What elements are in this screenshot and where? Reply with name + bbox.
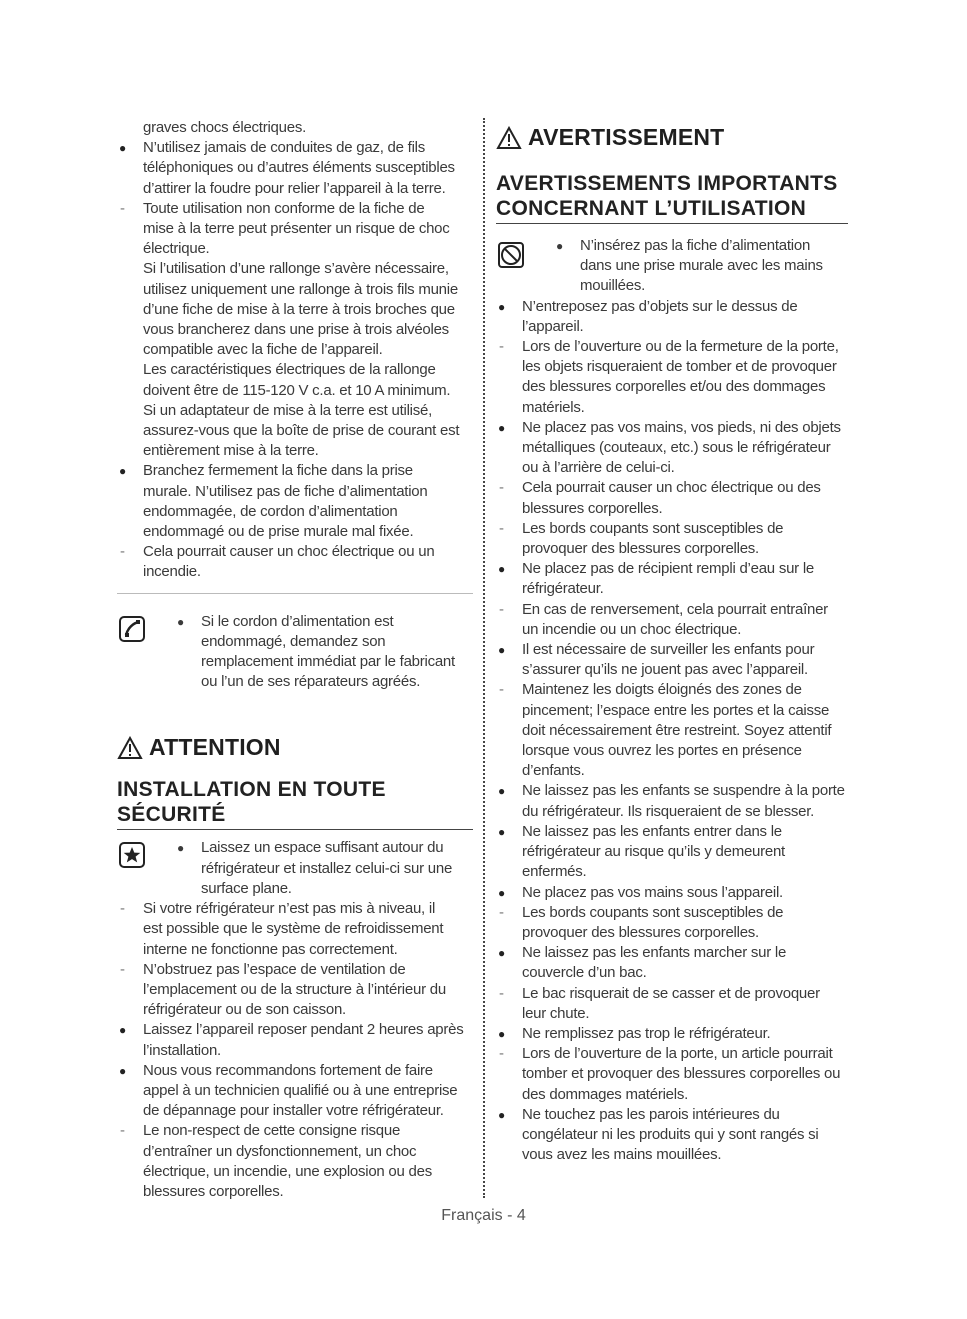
list-item: ● Ne remplissez pas trop le réfrigérateur. <box>498 1024 771 1042</box>
section-title: AVERTISSEMENTS IMPORTANTS CONCERNANT L’UTILISATION <box>496 171 848 224</box>
list-item: ● Ne laissez pas les enfants entrer dans le réfrigérateur au risque qu’ils y demeurent enfermés. <box>498 822 785 881</box>
warning-list <box>496 297 848 1166</box>
list-item: - N’obstruez pas l’espace de ventilation de l’emplacement ou de la structure à l’intérieur du réfrigérateur ou de son caisson. <box>120 960 446 1019</box>
list-item: - Toute utilisation non conforme de la fiche de mise à la terre peut présenter un risque de choc électrique. <box>120 199 450 258</box>
list-item: - En cas de renversement, cela pourrait entraîner un incendie ou un choc électrique. <box>499 600 828 638</box>
note-space: ● Laissez un espace suffisant autour du réfrigérateur et installez celui-ci sur une surface plane. <box>117 838 473 899</box>
separator <box>117 593 473 594</box>
section-title: INSTALLATION EN TOUTE SÉCURITÉ <box>117 777 473 830</box>
list-item: - Le bac risquerait de se casser et de provoquer leur chute. <box>499 984 820 1022</box>
left-column <box>117 118 473 1202</box>
intro-text: graves chocs électriques. <box>143 119 306 136</box>
note-wet-hands: ● N’insérez pas la fiche d’alimentation dans une prise murale avec les mains mouillées. <box>496 236 848 297</box>
list-item: Les caractéristiques électriques de la rallonge doivent être de 115-120 V c.a. et 10 A minimum. <box>143 361 451 399</box>
caution-triangle-icon <box>496 126 522 150</box>
list-item: ● N’entreposez pas d’objets sur le dessus de l’appareil. <box>498 297 798 335</box>
list-item: ● Ne laissez pas les enfants se suspendre à la porte du réfrigérateur. Ils risqueraient de se blesser. <box>498 782 845 820</box>
list-item: - Lors de l’ouverture ou de la fermeture de la porte, les objets risqueraient de tomber et de provoquer des blessures corporelles et/ou des dommages matériels. <box>499 338 839 416</box>
page-number: Français - 4 <box>441 1207 526 1224</box>
right-column <box>496 118 848 1165</box>
caution-triangle-icon <box>117 736 143 760</box>
list-item: ● Ne placez pas vos mains, vos pieds, ni des objets métalliques (couteaux, etc.) sous le réfrigérateur ou à l’arrière de celui-ci. <box>498 418 841 477</box>
list-item: ● Ne laissez pas les enfants marcher sur le couvercle d’un bac. <box>498 944 787 982</box>
list-item: ● Laissez l’appareil reposer pendant 2 heures après l’installation. <box>119 1021 464 1059</box>
list-item: ● N’utilisez jamais de conduites de gaz, de fils téléphoniques ou d’autres éléments susceptibles d’attirer la foudre pour relier l’appareil à la terre. <box>119 139 455 197</box>
phone-icon <box>117 614 147 644</box>
column-divider <box>483 118 485 1198</box>
list-item: - Si votre réfrigérateur n’est pas mis à niveau, il est possible que le système de refroidissement interne ne fonctionne pas correctement. <box>120 900 444 958</box>
list-item: ● Nous vous recommandons fortement de faire appel à un technicien qualifié ou à une entreprise de dépannage pour installer votre réfrigérateur. <box>119 1061 458 1120</box>
list-item: - Lors de l’ouverture de la porte, un article pourrait tomber et provoquer des blessures corporelles ou des dommages matériels. <box>499 1045 841 1103</box>
list-item: - Les bords coupants sont susceptibles de provoquer des blessures corporelles. <box>499 903 784 941</box>
list-item: ● Ne placez pas de récipient rempli d’eau sur le réfrigérateur. <box>498 560 814 598</box>
list-item: ● Il est nécessaire de surveiller les enfants pour s’assurer qu’ils ne jouent pas avec l’appareil. <box>498 641 815 679</box>
list-item: ● Ne placez pas vos mains sous l’appareil. <box>498 883 783 901</box>
warning-heading: AVERTISSEMENT <box>496 124 848 151</box>
list-item: ● Branchez fermement la fiche dans la prise murale. N’utilisez pas de fiche d’alimentation endommagée, de cordon d’alimentation endommagé ou de prise murale mal fixée. <box>119 462 428 541</box>
list-item: Si l’utilisation d’une rallonge s’avère nécessaire, utilisez uniquement une rallonge à trois fils munie d’une fiche de mise à la terre à trois broches que vous brancherez dans une prise à trois alvéoles compatible avec la fiche de l’appareil. <box>143 260 458 359</box>
list-item: - Maintenez les doigts éloignés des zones de pincement; l’espace entre les portes et la caisse doit nécessairement être restreint. Soyez attentif lorsque vous ouvrez les portes en présence d’enfants. <box>499 681 832 780</box>
list-item: - Le non-respect de cette consigne risque d’entraîner un dysfonctionnement, un choc électrique, un incendie, une explosion ou des blessures corporelles. <box>120 1122 432 1200</box>
list-item: Si un adaptateur de mise à la terre est utilisé, assurez-vous que la boîte de prise de courant est entièrement mise à la terre. <box>143 401 460 460</box>
list-item: - Cela pourrait causer un choc électrique ou un incendie. <box>120 543 435 581</box>
note-cord: ● Si le cordon d’alimentation est endommagé, demandez son remplacement immédiat par le fabricant ou l’un de ses réparateurs agréés. <box>117 612 473 693</box>
list-item: - Les bords coupants sont susceptibles de provoquer des blessures corporelles. <box>499 519 784 558</box>
attention-heading: ATTENTION <box>117 734 473 761</box>
list-item: - Cela pourrait causer un choc électrique ou des blessures corporelles. <box>499 479 821 517</box>
list-item: ● Ne touchez pas les parois intérieures du congélateur ni les produits qui y sont rangés si vous avez les mains mouillées. <box>498 1105 819 1164</box>
star-icon <box>117 840 147 870</box>
prohibited-icon <box>496 240 526 270</box>
